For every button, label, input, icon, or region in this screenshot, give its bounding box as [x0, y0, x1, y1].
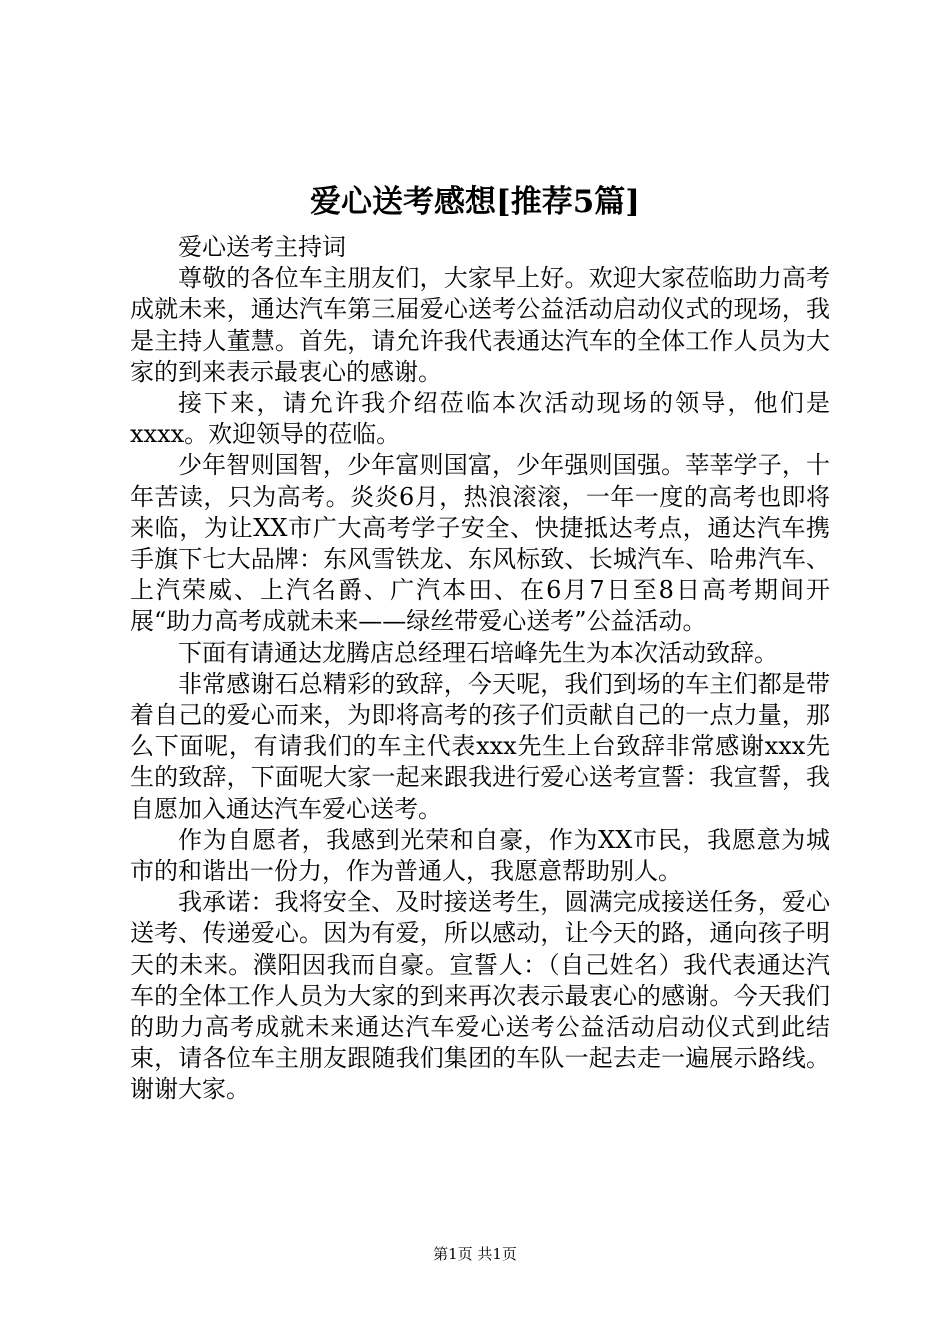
document-body — [130, 232, 830, 1106]
document-title: 爱心送考感想[推荐5篇] — [310, 184, 640, 220]
paragraph: 尊敬的各位车主朋友们，大家早上好。欢迎大家莅临助力高考成就未来，通达汽车第三届爱心送考公益活动启动仪式的现场，我是主持人董慧。首先，请允许我代表通达汽车的全体工作人员为大家的到来表示最衷心的感谢。 — [130, 264, 830, 386]
paragraph: 非常感谢石总精彩的致辞，今天呢，我们到场的车主们都是带着自己的爱心而来，为即将高考的孩子们贡献自己的一点力量，那么下面呢，有请我们的车主代表xxx先生上台致辞非常感谢xxx先生的致辞，下面呢大家一起来跟我进行爱心送考宣誓：我宣誓，我自愿加入通达汽车爱心送考。 — [130, 669, 830, 823]
paragraph-heading: 爱心送考主持词 — [178, 233, 346, 261]
paragraph: 下面有请通达龙腾店总经理石培峰先生为本次活动致辞。 — [178, 638, 778, 667]
paragraph: 我承诺：我将安全、及时接送考生，圆满完成接送任务，爱心送考、传递爱心。因为有爱，所以感动，让今天的路，通向孩子明天的未来。濮阳因我而自豪。宣誓人：（自己姓名）我代表通达汽车的全体工作人员为大家的到来再次表示最衷心的感谢。今天我们的助力高考成就未来通达汽车爱心送考公益活动启动仪式到此结束，请各位车主朋友跟随我们集团的车队一起去走一遍展示路线。谢谢大家。 — [130, 888, 830, 1104]
paragraph: 接下来，请允许我介绍莅临本次活动现场的领导，他们是xxxx。欢迎领导的莅临。 — [130, 389, 830, 449]
paragraph: 少年智则国智，少年富则国富，少年强则国强。莘莘学子，十年苦读，只为高考。炎炎6月，热浪滚滚，一年一度的高考也即将来临，为让XX市广大高考学子安全、快捷抵达考点，通达汽车携手旗下七大品牌：东风雪铁龙、东风标致、长城汽车、哈弗汽车、上汽荣威、上汽名爵、广汽本田、在6月7日至8日高考期间开展“助力高考成就未来——绿丝带爱心送考”公益活动。 — [130, 451, 830, 636]
page-number: 第1页 共1页 — [433, 1245, 517, 1263]
paragraph: 作为自愿者，我感到光荣和自豪，作为XX市民，我愿意为城市的和谐出一份力，作为普通人，我愿意帮助别人。 — [130, 825, 830, 886]
